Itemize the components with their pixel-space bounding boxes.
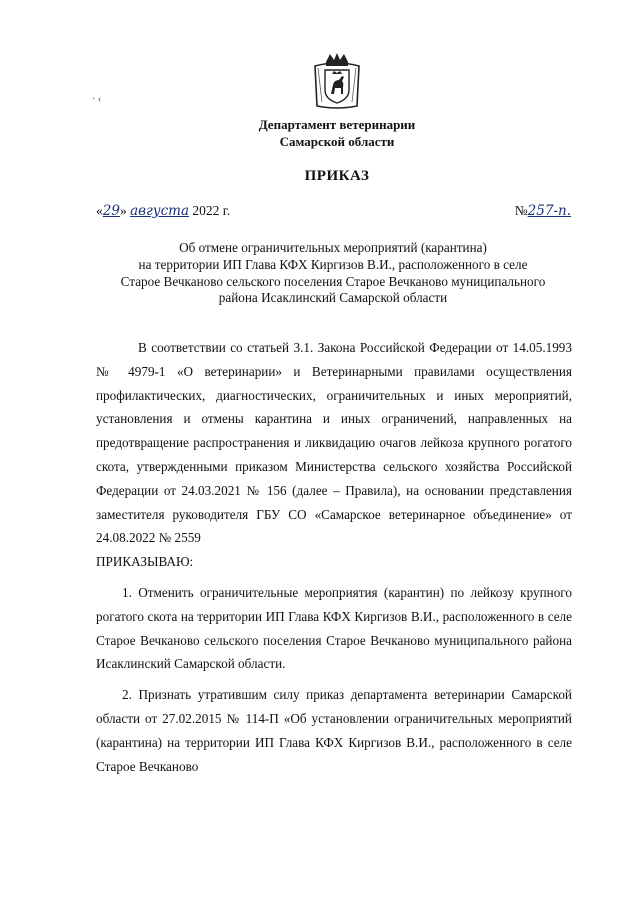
order-subject <box>96 240 570 307</box>
scan-speck: · ‹ <box>92 94 102 105</box>
subject-line: Старое Вечканово сельского поселения Старое Вечканово муниципального <box>120 273 546 289</box>
date-day: 29 <box>102 203 120 219</box>
order-number <box>515 203 571 219</box>
date-open-quote: « <box>96 203 103 218</box>
number-prefix: № <box>514 203 528 218</box>
number-value: 257-п. <box>527 203 571 219</box>
department-line-2: Самарской области <box>279 134 395 149</box>
samara-coat-of-arms-icon <box>312 52 362 110</box>
order-body <box>96 336 572 778</box>
order-word: ПРИКАЗЫВАЮ: <box>96 554 194 570</box>
subject-line: района Исаклинский Самарской области <box>218 290 448 306</box>
subject-line: Об отмене ограничительных мероприятий (карантина) <box>179 240 487 255</box>
date-close-quote: » <box>119 203 127 218</box>
date-month: августа <box>130 203 190 219</box>
subject-line: на территории ИП Глава КФХ Киргизов В.И., расположенного в селе <box>138 256 528 272</box>
order-item-1: 1. Отменить ограничительные мероприятия (карантин) по лейкозу крупного рогатого скота на территории ИП Глава КФХ Киргизов В.И., расположенного в селе Старое Вечканово сельского поселения Старое Вечканово муниципального района Исаклинский Самарской области. <box>96 584 572 672</box>
date-year: 2022 г. <box>192 203 231 218</box>
order-date <box>96 203 230 219</box>
document-title: ПРИКАЗ <box>304 168 370 184</box>
preamble-paragraph: В соответствии со статьей 3.1. Закона Российской Федерации от 14.05.1993 № 4979-1 «О ветеринарии» и Ветеринарными правилами осуществления профилактических, диагностических, ограничительных и иных мероприятий, установления и отмены карантина и иных ограничений, направленных на предотвращение распространения и ликвидацию очагов лейкоза крупного рогатого скота, утвержденными приказом Министерства сельского хозяйства Российской Федерации от 24.03.2021 № 156 (далее – Правила), на основании представления заместителя руководителя ГБУ СО «Самарское ветеринарное объединение» от 24.08.2022 № 2559 <box>96 340 572 546</box>
order-item-2: 2. Признать утратившим силу приказ департамента ветеринарии Самарской области от 27.02.2015 № 114-П «Об установлении ограничительных мероприятий (карантина) на территории ИП Глава КФХ Киргизов В.И., расположенного в селе Старое Вечканово <box>96 687 572 774</box>
department-line-1: Департамент ветеринарии <box>258 117 416 132</box>
department-name <box>200 116 474 150</box>
